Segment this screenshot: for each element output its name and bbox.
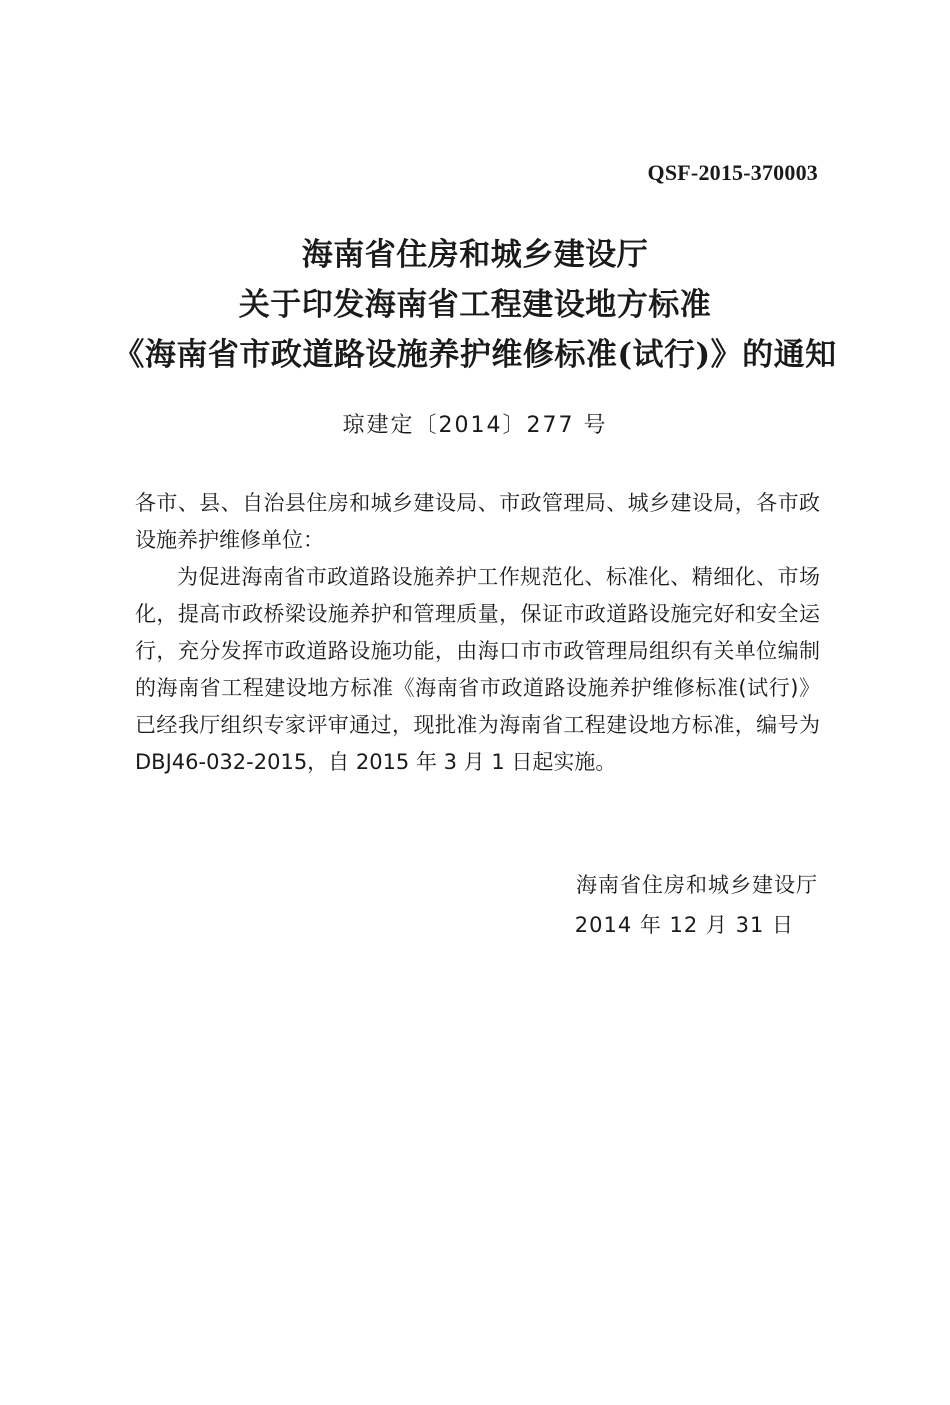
signature-org: 海南省住房和城乡建设厅 [576,873,818,897]
addressee: 各市、县、自治县住房和城乡建设局、市政管理局、城乡建设局，各市政设施养护维修单位： [135,491,820,552]
document-title [0,230,950,380]
signature-date: 2014 年 12 月 31 日 [574,913,794,937]
document-code: QSF-2015-370003 [647,160,818,185]
title-line-2: 关于印发海南省工程建设地方标准 [238,287,712,323]
title-line-1: 海南省住房和城乡建设厅 [301,237,649,273]
title-line-3: 《海南省市政道路设施养护维修标准(试行)》的通知 [113,337,837,373]
body-paragraph: 为促进海南省市政道路设施养护工作规范化、标准化、精细化、市场化，提高市政桥梁设施养护和管理质量，保证市政道路设施完好和安全运行，充分发挥市政道路设施功能，由海口市市政管理局组织有关单位编制的海南省工程建设地方标准《海南省市政道路设施养护维修标准(试行)》已经我厅组织专家评审通过，现批准为海南省工程建设地方标准，编号为 DBJ46-032-2015，自 2015 年 3 月 1 日起实施。 [135,565,820,774]
document-body [135,485,820,781]
signature-block [575,865,818,945]
document-number: 琼建定〔2014〕277 号 [342,413,608,438]
